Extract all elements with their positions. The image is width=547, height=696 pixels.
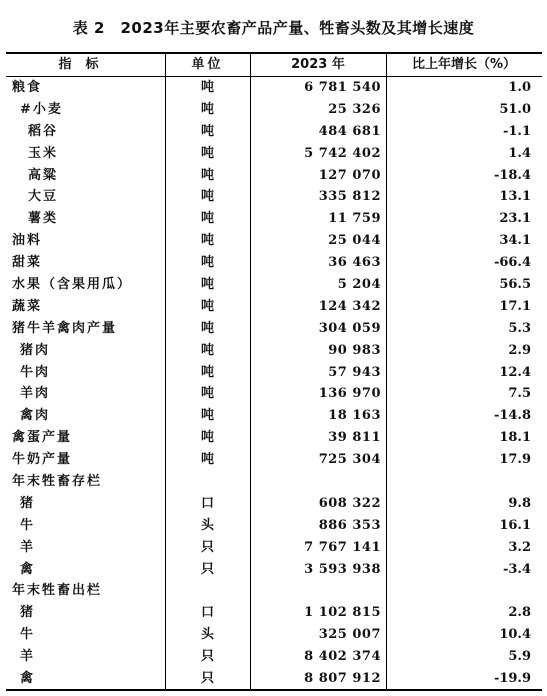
row-growth: 56.5 [499,277,531,293]
header-year: 2023 年 [291,57,345,72]
row-value: 124 342 [318,298,381,314]
row-name: 牛 [20,517,36,533]
row-growth: 1.0 [508,80,531,95]
table-row [6,449,542,471]
row-growth: -14.8 [493,408,531,424]
row-growth: -66.4 [493,255,531,271]
row-value: 325 007 [318,627,381,643]
row-value: 5 204 [337,277,381,293]
row-name: 蔬菜 [12,298,43,314]
row-growth: 10.4 [499,627,531,643]
row-growth: -1.1 [502,123,531,139]
row-name: 粮食 [12,80,43,95]
row-name: 高粱 [28,167,59,183]
row-name: 猪 [20,605,36,621]
row-growth: 17.1 [499,298,531,314]
table-row [6,427,542,449]
row-unit: 吨 [200,101,214,117]
row-value: 725 304 [318,452,381,468]
row-value: 25 326 [328,101,381,117]
table-row [6,405,542,427]
header-indicator: 指标 [58,57,113,72]
table-row [6,252,542,274]
row-growth: 12.4 [499,364,531,380]
row-value: 5 742 402 [304,145,381,161]
row-growth: 1.4 [508,145,531,161]
row-unit: 吨 [200,408,214,424]
table-row [6,340,542,362]
row-name: 牛奶产量 [12,452,73,468]
row-name: 薯类 [28,211,59,227]
row-unit: 吨 [200,233,214,249]
row-unit [165,580,250,602]
row-growth: 9.8 [508,495,531,511]
row-growth: 3.2 [508,539,531,555]
row-value: 36 463 [328,255,381,271]
row-growth: 2.8 [508,605,531,621]
row-unit: 吨 [200,452,214,468]
table-row [6,471,542,493]
row-value: 127 070 [318,167,381,183]
table-header [6,54,542,76]
table-row [6,493,542,515]
row-name: 稻谷 [28,123,59,139]
row-growth [386,580,531,602]
row-value: 484 681 [318,123,381,139]
table-row [6,646,542,668]
row-unit: 只 [200,539,214,555]
row-growth: 13.1 [499,189,531,205]
row-growth: 23.1 [499,211,531,227]
row-name: 羊 [20,539,36,555]
table-row [6,121,542,143]
table-row [6,99,542,121]
header-growth: 比上年增长（%） [411,57,517,72]
row-unit: 头 [200,517,214,533]
row-growth: 18.1 [499,430,531,446]
row-name: 水果（含果用瓜） [12,277,133,293]
row-unit: 吨 [200,320,214,336]
row-value: 8 807 912 [304,671,381,687]
row-name: 大豆 [28,189,59,205]
row-value: 304 059 [318,320,381,336]
row-value: 136 970 [318,386,381,402]
table-row [6,624,542,646]
row-unit: 吨 [200,145,214,161]
table-row [6,230,542,252]
row-growth: -19.9 [493,671,531,687]
table-row [6,186,542,208]
row-growth: 2.9 [508,342,531,358]
row-value: 6 781 540 [304,80,381,95]
row-value: 39 811 [328,430,381,446]
row-name: 羊肉 [20,386,51,402]
row-unit: 口 [200,605,214,621]
table-row [6,362,542,384]
table-row [6,515,542,537]
table-bottom-rule [6,689,542,691]
row-unit: 吨 [200,123,214,139]
row-value: 25 044 [328,233,381,249]
row-unit: 吨 [200,364,214,380]
table-row [6,580,542,602]
header-unit: 单位 [191,57,224,72]
row-unit: 吨 [200,277,214,293]
row-growth: 17.9 [499,452,531,468]
row-unit: 吨 [200,298,214,314]
table-row [6,165,542,187]
row-value: 1 102 815 [304,605,381,621]
row-name: 油料 [12,233,43,249]
table-row [6,383,542,405]
row-name: #小麦 [20,101,63,117]
row-growth: 5.9 [508,649,531,665]
row-growth: -3.4 [502,561,531,577]
row-unit: 吨 [200,430,214,446]
row-value: 8 402 374 [304,649,381,665]
row-name: 猪牛羊禽肉产量 [12,320,118,336]
table-row [6,602,542,624]
row-growth: 16.1 [499,517,531,533]
table-row [6,318,542,340]
row-growth: 34.1 [499,233,531,249]
row-name: 猪肉 [20,342,51,358]
row-unit: 吨 [200,386,214,402]
row-name: 牛 [20,627,36,643]
row-unit: 头 [200,627,214,643]
row-name: 禽蛋产量 [12,430,73,446]
table-row [6,274,542,296]
table-row [6,668,542,690]
table-title: 表 2 2023年主要农畜产品产量、牲畜头数及其增长速度 [72,19,475,37]
row-value [250,580,381,602]
row-value [250,471,381,493]
row-name: 年末牲畜存栏 [12,474,103,490]
row-unit: 吨 [200,167,214,183]
row-growth [386,471,531,493]
table-row [6,296,542,318]
row-unit: 只 [200,561,214,577]
table-row [6,208,542,230]
row-name: 甜菜 [12,255,43,271]
row-value: 11 759 [328,211,381,227]
row-unit: 吨 [200,342,214,358]
row-unit [165,471,250,493]
row-unit: 只 [200,671,214,687]
row-name: 玉米 [28,145,59,161]
table-row [6,77,542,99]
row-value: 90 983 [328,342,381,358]
row-growth: -18.4 [493,167,531,183]
row-value: 608 322 [318,495,381,511]
row-unit: 吨 [200,255,214,271]
row-growth: 7.5 [508,386,531,402]
table-row [6,143,542,165]
row-value: 335 812 [318,189,381,205]
table-row [6,537,542,559]
row-name: 年末牲畜出栏 [12,583,103,599]
row-name: 羊 [20,649,36,665]
row-name: 禽 [20,671,36,687]
row-unit: 只 [200,649,214,665]
row-value: 18 163 [328,408,381,424]
row-value: 7 767 141 [304,539,381,555]
row-unit: 口 [200,495,214,511]
row-name: 禽 [20,561,36,577]
row-growth: 5.3 [508,320,531,336]
row-unit: 吨 [200,80,214,95]
row-value: 57 943 [328,364,381,380]
row-unit: 吨 [200,211,214,227]
row-unit: 吨 [200,189,214,205]
row-value: 886 353 [318,517,381,533]
table-body [6,77,542,690]
table-row [6,559,542,581]
row-value: 3 593 938 [304,561,381,577]
row-name: 禽肉 [20,408,51,424]
row-name: 牛肉 [20,364,51,380]
row-growth: 51.0 [499,101,531,117]
row-name: 猪 [20,495,36,511]
